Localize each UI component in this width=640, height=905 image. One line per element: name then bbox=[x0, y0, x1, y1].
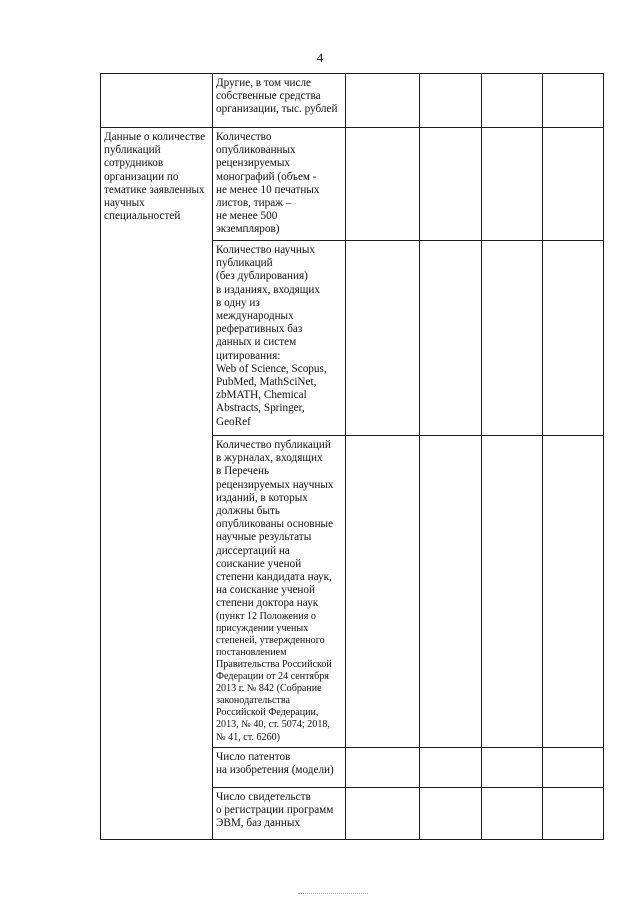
value-cell bbox=[420, 436, 482, 748]
value-cell bbox=[543, 436, 604, 748]
table-row bbox=[101, 74, 604, 128]
value-cell bbox=[482, 436, 543, 748]
group-cell-empty bbox=[101, 74, 213, 128]
table-row bbox=[101, 128, 604, 241]
value-cell bbox=[543, 241, 604, 436]
value-cell bbox=[420, 788, 482, 840]
value-cell bbox=[543, 788, 604, 840]
value-cell bbox=[543, 74, 604, 128]
page-number: 4 bbox=[316, 50, 324, 65]
value-cell bbox=[482, 128, 543, 241]
value-cell bbox=[482, 788, 543, 840]
value-cell bbox=[346, 241, 420, 436]
vak-journals-main-text: Количество публикаций в журналах, входящих в Перечень рецензируемых научных изданий, в которых должны быть опубликованы основные научные результаты диссертаций на соискание ученой степени кандидата наук, на соискание ученой степени доктора наук bbox=[216, 439, 334, 610]
report-table bbox=[100, 73, 604, 840]
row-label-international-databases: Количество научных публикаций (без дублирования) в изданиях, входящих в одну из международных реферативных баз данных и систем цитирования: Web of Science, Scopus, PubMed, MathSciNet, zbMATH, Chemical Abstracts, Springer, GeoRef bbox=[213, 241, 346, 436]
group-label-publications: Данные о количестве публикаций сотрудников организации по тематике заявленных научных специальностей bbox=[101, 128, 213, 840]
value-cell bbox=[420, 241, 482, 436]
value-cell bbox=[346, 74, 420, 128]
value-cell bbox=[420, 748, 482, 788]
scan-artifact bbox=[298, 893, 368, 894]
value-cell bbox=[420, 128, 482, 241]
row-label-other-funds: Другие, в том числе собственные средства организации, тыс. рублей bbox=[213, 74, 346, 128]
value-cell bbox=[543, 748, 604, 788]
row-label-software-certificates: Число свидетельств о регистрации программ ЭВМ, баз данных bbox=[213, 788, 346, 840]
row-label-monographs: Количество опубликованных рецензируемых монографий (объем - не менее 10 печатных листов, тираж – не менее 500 экземпляров) bbox=[213, 128, 346, 241]
value-cell bbox=[346, 788, 420, 840]
value-cell bbox=[482, 241, 543, 436]
value-cell bbox=[482, 748, 543, 788]
row-label-vak-journals bbox=[213, 436, 346, 748]
value-cell bbox=[543, 128, 604, 241]
value-cell bbox=[346, 748, 420, 788]
value-cell bbox=[420, 74, 482, 128]
value-cell bbox=[346, 436, 420, 748]
value-cell bbox=[482, 74, 543, 128]
vak-journals-note-text: (пункт 12 Положения о присуждении ученых степеней, утвержденного постановлением Правительства Российской Федерации от 24 сентября 2013 г. № 842 (Собрание законодательства Российской Федерации, 2013, № 40, ст. 5074; 2018, № 41, ст. 6260) bbox=[216, 610, 332, 743]
value-cell bbox=[346, 128, 420, 241]
row-label-patents: Число патентов на изобретения (модели) bbox=[213, 748, 346, 788]
